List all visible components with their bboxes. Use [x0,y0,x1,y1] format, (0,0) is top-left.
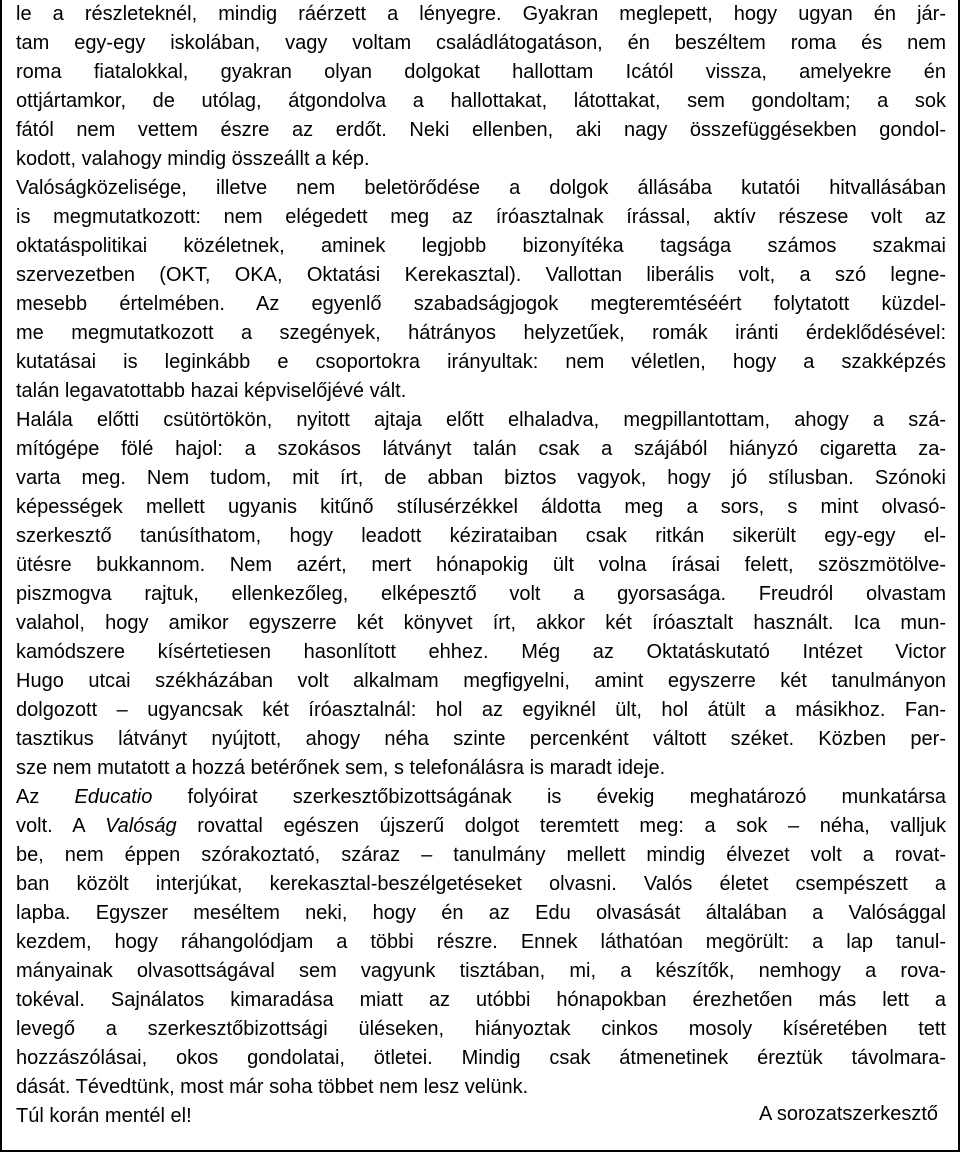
text-segment: volt. A [16,815,106,837]
text-line: kamódszere kísértetiesen hasonlított ehhez. Még az Oktatáskutató Intézet Victor [16,641,946,663]
text-line: me megmutatkozott a szegények, hátrányos helyzetűek, romák iránti érdeklődésével: [16,322,946,344]
text-line: szervezetben (OKT, OKA, Oktatási Kerekasztal). Vallottan liberális volt, a szó legne- [16,264,946,286]
text-line: oktatáspolitikai közéletnek, aminek legjobb bizonyítéka tagsága számos szakmai [16,235,946,257]
text-line: ottjártamkor, de utólag, átgondolva a hallottakat, látottakat, sem gondoltam; a sok [16,90,946,112]
text-line [16,812,946,841]
text-line: talán legavatottabb hazai képviselőjévé vált. [16,380,407,402]
text-line: roma fiatalokkal, gyakran olyan dolgokat hallottam Icától vissza, amelyekre én [16,61,946,83]
text-line: be, nem éppen szórakoztató, száraz – tanulmány mellett mindig élvezet volt a rovat- [16,844,946,866]
italic-title: Educatio [74,786,153,808]
text-line: dását. Tévedtünk, most már soha többet nem lesz velünk. [16,1076,529,1098]
text-line [16,783,946,812]
text-line: levegő a szerkesztőbizottsági üléseken, hiányoztak cinkos mosoly kíséretében tett [16,1018,946,1040]
text-line: le a részleteknél, mindig ráérzett a lényegre. Gyakran meglepett, hogy ugyan én jár- [16,3,946,25]
text-line: tam egy-egy iskolában, vagy voltam családlátogatáson, én beszéltem roma és nem [16,32,946,54]
text-line: fától nem vettem észre az erdőt. Neki ellenben, aki nagy összefüggésekben gondol- [16,119,946,141]
text-line: tokéval. Sajnálatos kimaradása miatt az utóbbi hónapokban érezhetően más lett a [16,989,946,1011]
text-line: mesebb értelmében. Az egyenlő szabadságjogok megteremtéséért folytatott küzdel- [16,293,946,315]
text-line: ütésre bukkannom. Nem azért, mert hónapokig ült volna írásai felett, szöszmötölve- [16,554,946,576]
text-line: piszmogva rajtuk, ellenkezőleg, elképesztő volt a gyorsasága. Freudról olvastam [16,583,946,605]
signature: A sorozatszerkesztő [759,1103,938,1125]
text-line: szerkesztő tanúsíthatom, hogy leadott kézirataiban csak ritkán sikerült egy-egy el- [16,525,946,547]
text-line: varta meg. Nem tudom, mit írt, de abban biztos vagyok, hogy jó stílusban. Szónoki [16,467,946,489]
text-line: Valóságközelisége, illetve nem beletörődése a dolgok állásába kutatói hitvallásában [16,177,946,199]
text-line: képességek mellett ugyanis kitűnő stílusérzékkel áldotta meg a sors, s mint olvasó- [16,496,946,518]
text-line: valahol, hogy amikor egyszerre két könyvet írt, akkor két íróasztalt használt. Ica mun- [16,612,946,634]
text-segment: folyóirat szerkesztőbizottságának is évekig meghatározó munkatársa [152,786,946,808]
text-line: sze nem mutatott a hozzá betérőnek sem, s telefonálásra is maradt ideje. [16,757,666,779]
text-line: Hugo utcai székházában volt alkalmam megfigyelni, amint egyszerre két tanulmányon [16,670,946,692]
text-line: hozzászólásai, okos gondolatai, ötletei. Mindig csak átmenetinek éreztük távolmara- [16,1047,946,1069]
text-line: kodott, valahogy mindig összeállt a kép. [16,148,370,170]
article-body [16,0,946,1131]
text-line: kutatásai is leginkább e csoportokra irányultak: nem véletlen, hogy a szakképzés [16,351,946,373]
text-segment: Az [16,786,75,808]
italic-title: Valóság [105,815,177,837]
text-line: dolgozott – ugyancsak két íróasztalnál: hol az egyiknél ült, hol átült a másikhoz. Fan- [16,699,946,721]
text-line: kezdem, hogy ráhangolódjam a többi részre. Ennek láthatóan megörült: a lap tanul- [16,931,946,953]
text-segment: rovattal egészen újszerű dolgot teremtett meg: a sok – néha, valljuk [176,815,946,837]
text-line: lapba. Egyszer meséltem neki, hogy én az Edu olvasását általában a Valósággal [16,902,946,924]
text-line: mányainak olvasottságával sem vagyunk tisztában, mi, a készítők, nemhogy a rova- [16,960,946,982]
text-line: tasztikus látványt nyújtott, ahogy néha szinte percenként váltott széket. Közben per- [16,728,946,750]
text-line: Túl korán mentél el! [16,1105,192,1127]
text-line: mítógépe fölé hajol: a szokásos látványt talán csak a szájából hiányzó cigaretta za- [16,438,946,460]
text-line: is megmutatkozott: nem elégedett meg az íróasztalnak írással, aktív részese volt az [16,206,946,228]
text-line: ban közölt interjúkat, kerekasztal-beszélgetéseket olvasni. Valós életet csempészett a [16,873,946,895]
text-line: Halála előtti csütörtökön, nyitott ajtaja előtt elhaladva, megpillantottam, ahogy a szá- [16,409,946,431]
